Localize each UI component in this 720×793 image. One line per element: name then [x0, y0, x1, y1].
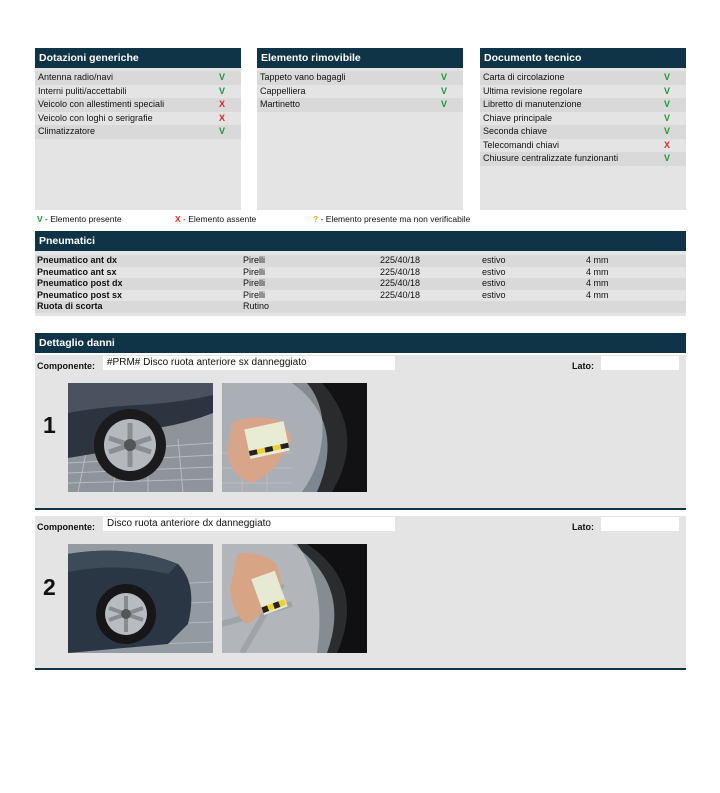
list-item: Climatizzatore V: [35, 125, 241, 139]
documento-list: [480, 68, 686, 166]
rimovibile-list: [257, 68, 463, 112]
status-mark: V: [219, 85, 226, 96]
status-mark: X: [219, 99, 226, 109]
table-row: Pneumatico post sx Pirelli 225/40/18 estivo 4 mm: [35, 290, 686, 302]
list-item: Chiave principale V: [480, 112, 686, 126]
lato-field[interactable]: [601, 356, 679, 370]
table-row: Ruota di scorta Rutino: [35, 301, 686, 313]
pneumatici-table: [35, 251, 686, 316]
table-row: Pneumatico ant dx Pirelli 225/40/18 estivo 4 mm: [35, 255, 686, 267]
list-item: Antenna radio/navi V: [35, 71, 241, 85]
damage-number: 1: [43, 412, 56, 438]
list-item: Martinetto V: [257, 98, 463, 112]
dotazioni-title: Dotazioni generiche: [35, 48, 241, 68]
component-label: Componente:: [37, 522, 95, 532]
dotazioni-panel: [35, 48, 241, 210]
lato-field[interactable]: [601, 517, 679, 531]
danni-title: Dettaglio danni: [35, 333, 686, 353]
list-item: Veicolo con loghi o serigrafie X: [35, 112, 241, 126]
table-row: Pneumatico ant sx Pirelli 225/40/18 estivo 4 mm: [35, 267, 686, 279]
status-mark: V: [664, 99, 671, 109]
lato-label: Lato:: [572, 361, 594, 371]
status-mark: V: [441, 99, 448, 109]
danni-section: [35, 333, 686, 353]
list-item: Cappelliera V: [257, 85, 463, 99]
damage-number: 2: [43, 574, 56, 600]
component-label: Componente:: [37, 361, 95, 371]
status-mark: V: [441, 85, 448, 96]
table-row: Pneumatico post dx Pirelli 225/40/18 estivo 4 mm: [35, 278, 686, 290]
status-mark: V: [219, 72, 226, 82]
list-item: Chiusure centralizzate funzionanti V: [480, 152, 686, 166]
list-item: Tappeto vano bagagli V: [257, 71, 463, 85]
list-item: Ultima revisione regolare V: [480, 85, 686, 99]
documento-title: Documento tecnico: [480, 48, 686, 68]
pneumatici-title: Pneumatici: [35, 231, 686, 251]
list-item: Interni puliti/accettabili V: [35, 85, 241, 99]
list-item: Seconda chiave V: [480, 125, 686, 139]
damage-photo[interactable]: [222, 383, 367, 492]
list-item: Carta di circolazione V: [480, 71, 686, 85]
damage-photo[interactable]: [222, 544, 367, 653]
status-mark: V: [664, 112, 671, 123]
legend-unverifiable: ? - Elemento presente ma non verificabile: [313, 214, 471, 224]
damage-item: [35, 516, 686, 670]
rimovibile-panel: [257, 48, 463, 210]
damage-item: [35, 355, 686, 510]
status-mark: V: [219, 126, 226, 136]
list-item: Veicolo con allestimenti speciali X: [35, 98, 241, 112]
lato-label: Lato:: [572, 522, 594, 532]
damage-photo[interactable]: [68, 544, 213, 653]
legend-absent: X - Elemento assente: [175, 214, 257, 224]
legend-present: V - Elemento presente: [37, 214, 122, 224]
rimovibile-title: Elemento rimovibile: [257, 48, 463, 68]
legend: [35, 213, 686, 226]
dotazioni-list: [35, 68, 241, 139]
status-mark: X: [219, 112, 226, 123]
pneumatici-section: [35, 231, 686, 316]
component-field[interactable]: Disco ruota anteriore dx danneggiato: [103, 517, 395, 531]
list-item: Telecomandi chiavi X: [480, 139, 686, 153]
status-mark: V: [664, 153, 671, 163]
status-mark: V: [664, 72, 671, 82]
status-mark: V: [664, 85, 671, 96]
status-mark: V: [664, 126, 671, 136]
documento-panel: [480, 48, 686, 210]
list-item: Libretto di manutenzione V: [480, 98, 686, 112]
status-mark: V: [441, 72, 448, 82]
status-mark: X: [664, 139, 671, 150]
component-field[interactable]: #PRM# Disco ruota anteriore sx danneggiato: [103, 356, 395, 370]
damage-photo[interactable]: [68, 383, 213, 492]
